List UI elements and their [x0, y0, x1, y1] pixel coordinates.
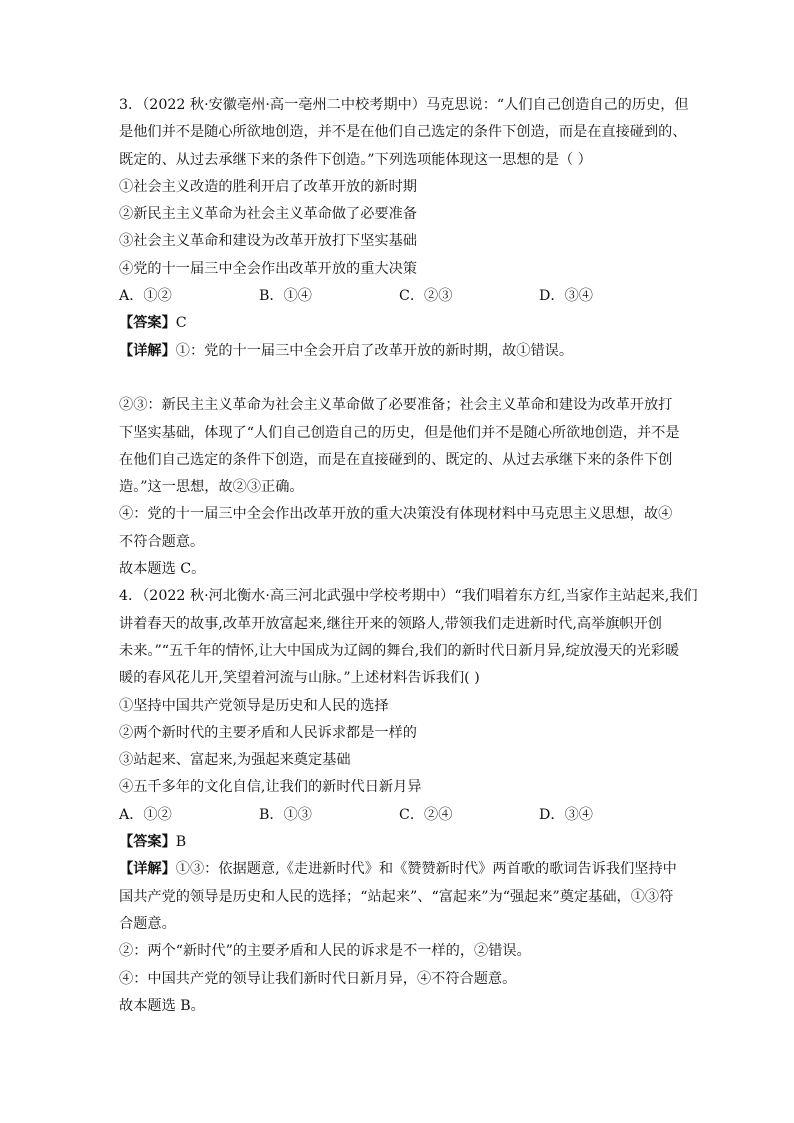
option-c: C．②③	[399, 288, 453, 305]
blank-line	[119, 365, 679, 392]
detail-tag: 【详解】	[119, 861, 176, 878]
detail-text: 不符合题意。	[119, 533, 205, 550]
detail-text: ①：党的十一届三中全会开启了改革开放的新时期，故①错误。	[175, 342, 574, 359]
detail-text: 下坚实基础，体现了“人们自己创造自己的历史，但是他们并不是随心所欲地创造，并不是	[119, 424, 680, 441]
detail-text: ①③：依据题意,《走进新时代》和《赞赞新时代》两首歌的歌词告诉我们坚持中	[175, 861, 677, 878]
answer-line	[119, 310, 679, 337]
detail-line	[119, 856, 679, 883]
statement-item: ③站起来、富起来,为强起来奠定基础	[119, 752, 351, 769]
option-d: D．③④	[539, 806, 593, 823]
question-stem-line: 是他们并不是随心所欲地创造，并不是在他们自己选定的条件下创造，而是在直接碰到的、	[119, 124, 687, 141]
option-b: B．①③	[259, 806, 312, 823]
document-page	[119, 92, 698, 1020]
question-stem-line: 讲着春天的故事,改革开放富起来,继往开来的领路人,带领我们走进新时代,高举旗帜开创	[119, 615, 662, 632]
detail-text: 造。”这一思想，故②③正确。	[119, 479, 304, 496]
answer-options	[119, 802, 679, 829]
answer-line	[119, 829, 679, 856]
statement-item: ①社会主义改造的胜利开启了改革开放的新时期	[119, 178, 417, 195]
detail-text: 合题意。	[119, 915, 176, 932]
statement-item: ④党的十一届三中全会作出改革开放的重大决策	[119, 260, 417, 277]
statement-item: ①坚持中国共产党领导是历史和人民的选择	[119, 697, 389, 714]
statement-item: ③社会主义革命和建设为改革开放打下坚实基础	[119, 233, 417, 250]
statement-item: ②两个新时代的主要矛盾和人民诉求都是一样的	[119, 724, 417, 741]
detail-text: ④：党的十一届三中全会作出改革开放的重大决策没有体现材料中马克思主义思想，故④	[119, 506, 673, 523]
question-stem-line: 4．（2022 秋·河北衡水·高三河北武强中学校考期中）“我们唱着东方红,当家作主站起来,我们	[119, 588, 698, 605]
detail-text: ②：两个“新时代”的主要矛盾和人民的诉求是不一样的，②错误。	[119, 943, 531, 960]
question-stem-line: 暖的春风花儿开,笑望着河流与山脉。”上述材料告诉我们( )	[119, 670, 480, 687]
answer-options	[119, 283, 679, 310]
detail-text: ④：中国共产党的领导让我们新时代日新月异，④不符合题意。	[119, 970, 517, 987]
question-stem-line: 未来。”“五千年的情怀,让大中国成为辽阔的舞台,我们的新时代日新月异,绽放漫天的光彩暖	[119, 642, 680, 659]
answer-value: B	[175, 834, 187, 851]
option-d: D．③④	[539, 288, 593, 305]
detail-text: 在他们自己选定的条件下创造，而是在直接碰到的、既定的、从过去承继下来的条件下创	[119, 451, 673, 468]
option-b: B．①④	[259, 288, 312, 305]
detail-tag: 【详解】	[119, 342, 176, 359]
detail-conclusion: 故本题选 C。	[119, 561, 206, 578]
answer-value: C	[175, 315, 187, 332]
question-stem-line: 既定的、从过去承继下来的条件下创造。”下列选项能体现这一思想的是（ ）	[119, 151, 592, 168]
detail-text: ②③：新民主主义革命为社会主义革命做了必要准备；社会主义革命和建设为改革开放打	[119, 397, 673, 414]
answer-tag: 【答案】	[119, 315, 176, 332]
question-3	[119, 92, 689, 583]
option-c: C．②④	[399, 806, 453, 823]
option-a: A．①②	[119, 806, 172, 823]
statement-item: ④五千多年的文化自信,让我们的新时代日新月异	[119, 779, 422, 796]
statement-item: ②新民主主义革命为社会主义革命做了必要准备	[119, 206, 417, 223]
question-stem-line: 3．（2022 秋·安徽亳州·高一亳州二中校考期中）马克思说：“人们自己创造自己的历史，但	[119, 97, 689, 113]
answer-tag: 【答案】	[119, 834, 176, 851]
detail-conclusion: 故本题选 B。	[119, 997, 205, 1014]
detail-line	[119, 338, 679, 365]
question-4	[119, 583, 698, 1020]
detail-text: 国共产党的领导是历史和人民的选择；“站起来”、“富起来”为“强起来”奠定基础，①③符	[119, 888, 674, 905]
option-a: A．①②	[119, 288, 172, 305]
